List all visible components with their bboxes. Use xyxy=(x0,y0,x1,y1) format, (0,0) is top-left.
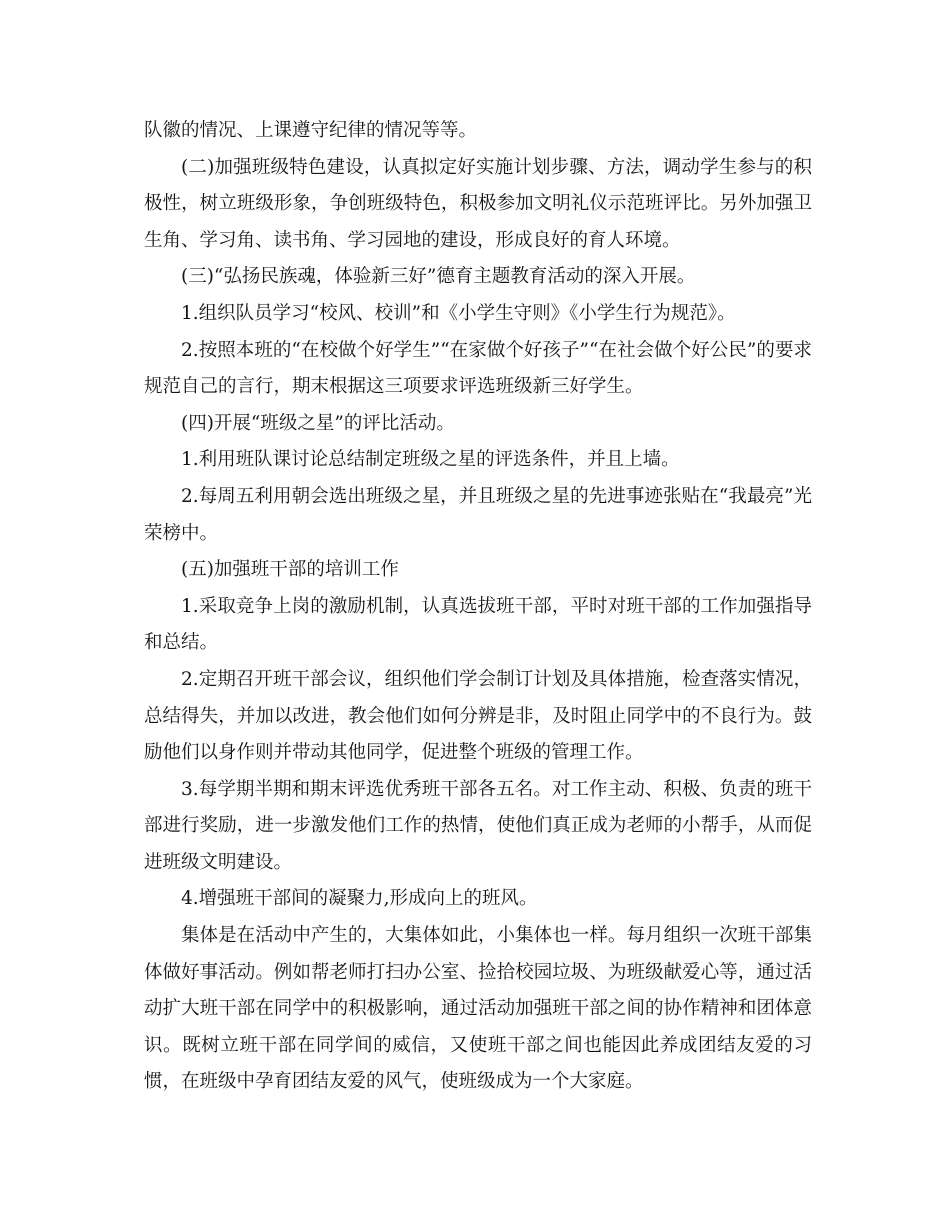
paragraph-item: 3.每学期半期和期末评选优秀班干部各五名。对工作主动、积极、负责的班干部进行奖励，进一步激发他们工作的热情，使他们真正成为老师的小帮手，从而促进班级文明建设。 xyxy=(144,778,812,873)
paragraph-item: 1.采取竞争上岗的激励机制，认真选拔班干部，平时对班干部的工作加强指导和总结。 xyxy=(144,595,812,654)
paragraph-section-5: (五)加强班干部的培训工作 xyxy=(181,559,399,581)
paragraph-body: 集体是在活动中产生的，大集体如此，小集体也一样。每月组织一次班干部集体做好事活动。例如帮老师打扫办公室、捡拾校园垃圾、为班级献爱心等，通过活动扩大班干部在同学中的积极影响，通过活动加强班干部之间的协作精神和团体意识。既树立班干部在同学间的威信，又使班干部之间也能因此养成团结友爱的习惯，在班级中孕育团结友爱的风气，使班级成为一个大家庭。 xyxy=(144,925,812,1093)
paragraph-item: 1.组织队员学习“校风、校训”和《小学生守则》《小学生行为规范》。 xyxy=(181,302,736,324)
paragraph-item: 2.定期召开班干部会议，组织他们学会制订计划及具体措施，检查落实情况，总结得失，并加以改进，教会他们如何分辨是非，及时阻止同学中的不良行为。鼓励他们以身作则并带动其他同学，促进整个班级的管理工作。 xyxy=(144,668,812,764)
paragraph-item: 4.增强班干部间的凝聚力,形成向上的班风。 xyxy=(181,888,538,910)
paragraph-section-3: (三)“弘扬民族魂，体验新三好”德育主题教育活动的深入开展。 xyxy=(181,266,696,288)
document-body xyxy=(144,113,812,1101)
paragraph-item: 2.每周五利用朝会选出班级之星，并且班级之星的先进事迹张贴在“我最亮”光荣榜中。 xyxy=(144,485,812,544)
paragraph-section-2: (二)加强班级特色建设，认真拟定好实施计划步骤、方法，调动学生参与的积极性，树立班级形象，争创班级特色，积极参加文明礼仪示范班评比。另外加强卫生角、学习角、读书角、学习园地的建设，形成良好的育人环境。 xyxy=(144,156,812,251)
paragraph-continuation: 队徽的情况、上课遵守纪律的情况等等。 xyxy=(144,120,478,141)
paragraph-item: 2.按照本班的“在校做个好学生”“在家做个好孩子”“在社会做个好公民”的要求规范自己的言行，期末根据这三项要求评选班级新三好学生。 xyxy=(144,339,812,398)
paragraph-section-4: (四)开展“班级之星”的评比活动。 xyxy=(181,412,455,434)
paragraph-item: 1.利用班队课讨论总结制定班级之星的评选条件，并且上墙。 xyxy=(181,449,680,471)
